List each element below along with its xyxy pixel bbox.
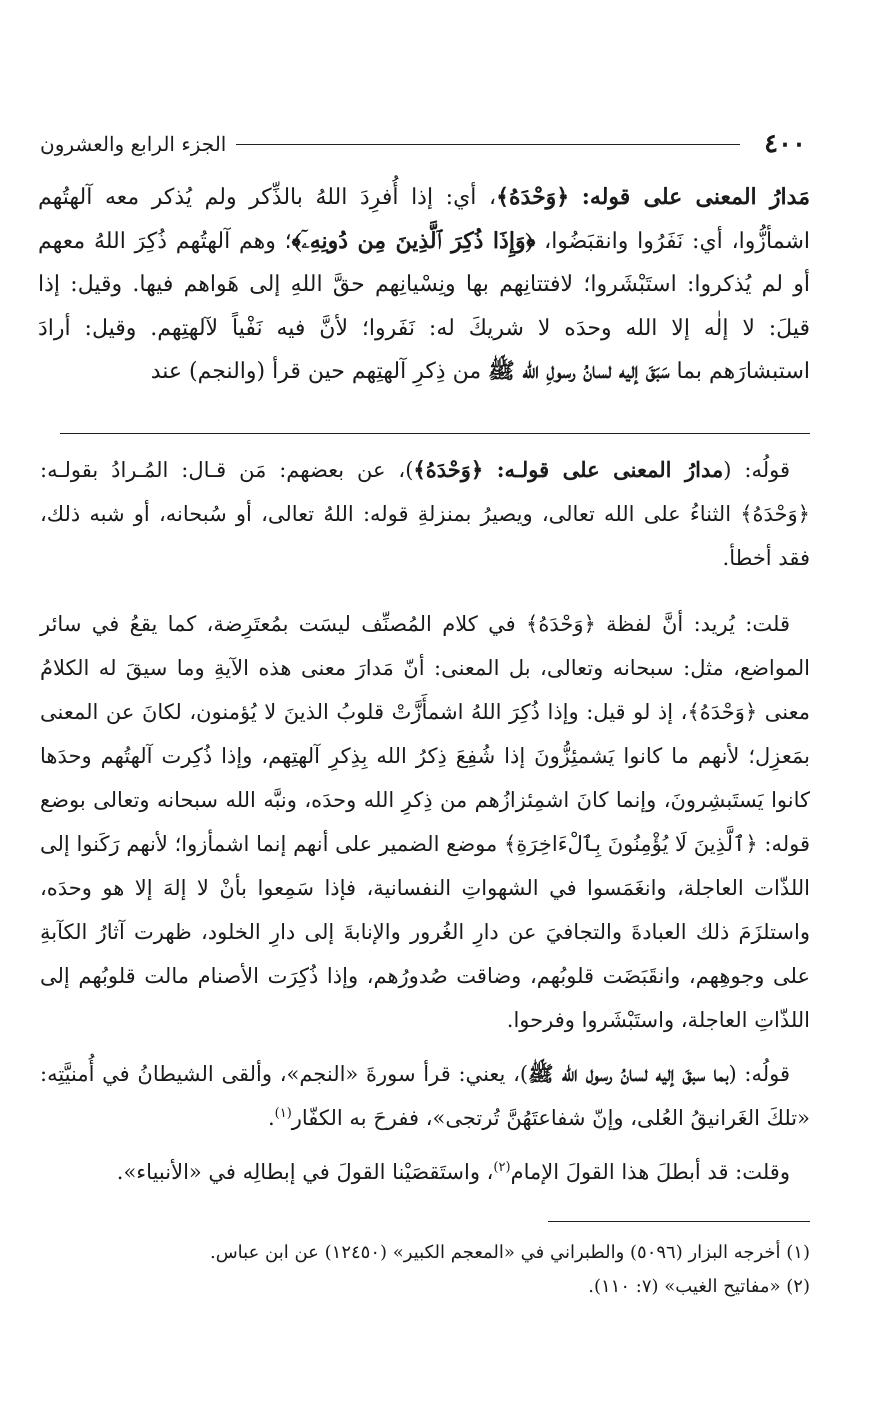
footnote-divider	[548, 1221, 810, 1222]
text-run: قولُه: (	[723, 458, 790, 482]
text-run: من ذِكرِ آلهتِهم حين قرأ (والنجم) عند	[150, 359, 482, 384]
footnotes	[40, 1236, 810, 1304]
text-run: ، أي: إذا أُفرِدَ اللهُ بالذِّكر ولم يُذكر معه آلهتُهم اشمأزُّوا، أي: نَفَرُوا وانقبَضُوا،	[38, 185, 811, 254]
footnote: (٢) «مفاتيح الغيب» (٧: ١١٠).	[588, 1276, 810, 1297]
footnote-ref: (٢)	[493, 1160, 511, 1175]
running-header	[40, 126, 806, 162]
text-run: )، يعني: قرأ سورةَ «النجم»، وألقى الشيطانُ في أُمنيَّتِه: «تلكَ الغَرانيقُ العُلى، وإنّ شفاعتَهُنَّ تُرتجى»، ففرحَ به الكفّار	[40, 1062, 810, 1130]
commentary-paragraph: قلت: يُريد: أنَّ لفظة ﴿وَحْدَهُ﴾ في كلام المُصنِّف ليسَت بمُعتَرِضة، كما يقعُ في سائر المواضع، مثل: سبحانه وتعالى، بل المعنى: أنّ مَدارَ معنى هذه الآيةِ وما سيقَ له الكلامُ معنى ﴿وَحْدَهُ﴾، إذ لو قيل: وإذا ذُكِرَ اللهُ اشمأَزَّتْ قلوبُ الذينَ لا يُؤمنون، لكانَ عن المعنى بمَعزِل؛ لأنهم ما كانوا يَشمئِزُّونَ إذا شُفِعَ ذِكرُ الله بِذِكرِ آلهتِهم، وإذا ذُكِرت آلهتُهم وحدَها كانوا يَستَبشِرونَ، وإنما كانَ اشمِئزازُهم من ذِكرِ الله وحدَه، ونبَّه الله سبحانه وتعالى بوضع قوله: ﴿ٱلَّذِينَ لَا يُؤْمِنُونَ بِٱلْءَاخِرَةِ﴾ موضع الضمير على أنهم إنما اشمأزوا؛ لأنهم رَكَنوا إلى اللذّات العاجلة، وانغَمَسوا في الشهواتِ النفسانية، فإذا سَمِعوا بأنْ لا إلهَ إلا هو وحدَه، واستلزَمَ ذلك العبادةَ والتجافيَ عن دارِ الغُرور والإنابةَ إلى دارِ الخلود، ظهرت آثارُ الكآبةِ على وجوهِهم، وانقَبَضَت قلوبُهم، وضاقت صُدورُهم، وإذا ذُكِرَت الأصنام مالت قلوبُهم إلى اللذّاتِ العاجلة، واستَبْشَروا وفرحوا.	[40, 612, 810, 1032]
text-run: )، عن بعضهم: مَن قـال: المُـرادُ بقولـه: ﴿وَحْدَهُ﴾ الثناءُ على الله تعالى، ويصيرُ بمنزلةِ قوله: اللهُ تعالى، أو سُبحانه، أو شبه ذلك، فقد أخطأ.	[40, 458, 810, 570]
quran-quote: ﴿وَحْدَهُ﴾	[496, 184, 570, 210]
lemma: مدارُ المعنى على قولـه: ﴿وَحْدَهُ﴾	[413, 457, 724, 482]
lemma: سَبَقَ إليه لسانُ رسولِ الله ﷺ	[488, 358, 670, 384]
commentary	[40, 448, 810, 1194]
commentary-paragraph	[40, 448, 810, 580]
text-run: .	[267, 1106, 275, 1130]
text-run: وقلت: قد أبطلَ هذا القولَ الإمام	[510, 1160, 790, 1184]
text-run: قولُه: (	[728, 1062, 790, 1086]
lemma: بما سبقَ إليه لسانُ رسول الله ﷺ	[528, 1061, 729, 1086]
page-number: ٤٠٠	[764, 129, 806, 159]
main-text	[38, 176, 810, 394]
commentary-paragraph	[40, 1052, 810, 1140]
footnote: (١) أخرجه البزار (٥٠٩٦) والطبراني في «المعجم الكبير» (١٢٤٥٠) عن ابن عباس.	[209, 1242, 810, 1263]
commentary-paragraph	[40, 1150, 810, 1194]
section-divider	[60, 433, 810, 434]
lemma: مَدارُ المعنى على قوله:	[581, 184, 810, 210]
header-rule	[236, 144, 740, 145]
text-run: ؛ وهم آلهتُهم ذُكِرَ اللهُ معهم أو لم يُذكروا: استَبْشَروا؛ لافتتانِهم بها ونِسْيانِهم حقَّ اللهِ إلى هَواهم فيها. وقيل: إذا قيلَ: لا إلٰه إلا الله وحدَه لا شريكَ له: نَفَروا؛ لأنَّ فيه نَفْياً لآلهتِهم. وقيل: أرادَ استبشارَهم بما	[38, 228, 810, 384]
text-run: ، واستَقصَيْنا القولَ في إبطالِه في «الأنبياء».	[116, 1160, 494, 1184]
running-title: الجزء الرابع والعشرون	[40, 132, 227, 156]
footnote-ref: (١)	[274, 1106, 292, 1121]
main-paragraph	[38, 176, 810, 394]
quran-quote: ﴿وَإِذَا ذُكِرَ ٱلَّذِينَ مِن دُونِهِۦٓ﴾	[291, 227, 536, 254]
